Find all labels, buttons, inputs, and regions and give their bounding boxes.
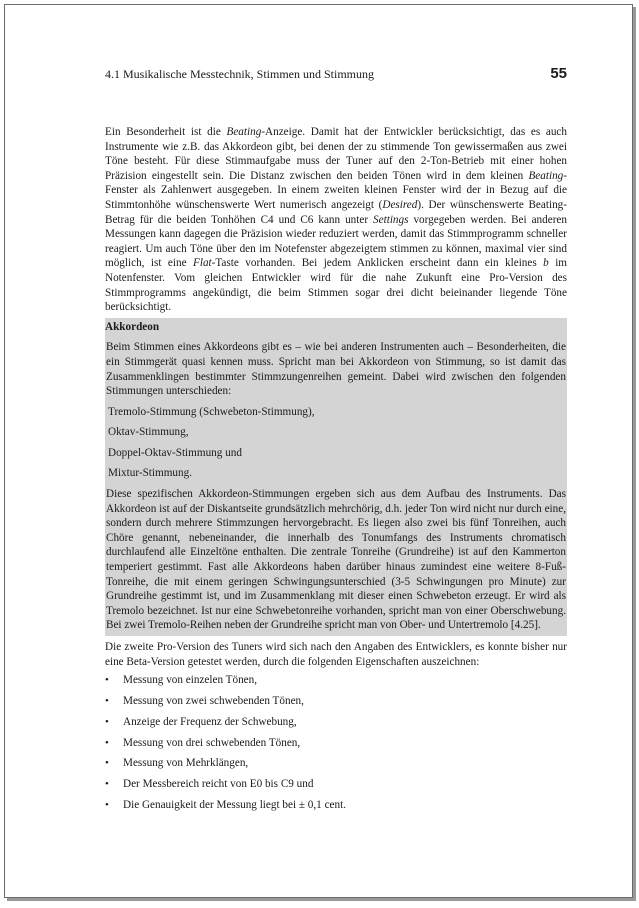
- running-header-title: 4.1 Musikalische Messtechnik, Stimmen und Stimmung: [105, 67, 374, 81]
- intro-emphasis: Beating: [226, 126, 262, 138]
- list-item-text: Der Messbereich reicht von E0 bis C9 und: [123, 778, 314, 791]
- bullet-icon: •: [105, 778, 109, 791]
- bullet-icon: •: [105, 715, 109, 728]
- bullet-icon: •: [105, 757, 109, 770]
- page-content: [105, 125, 567, 819]
- page-header: [105, 65, 567, 82]
- page-number: 55: [550, 65, 567, 82]
- intro-emphasis: Beating: [528, 169, 564, 182]
- intro-text: ). Der wünschenswerte Beating-Betrag für die beiden Tonhöhen C4 und C6 kann unter: [105, 198, 567, 226]
- list-item: [105, 673, 567, 688]
- list-item-text: Die Genauigkeit der Messung liegt bei ± 0,1 cent.: [123, 798, 346, 811]
- feature-bullet-list: [105, 673, 567, 812]
- intro-emphasis: Settings: [373, 213, 409, 226]
- info-box-title: Akkordeon: [105, 320, 160, 333]
- list-item-text: Messung von zwei schwebenden Tönen,: [123, 694, 304, 707]
- intro-text: Ein Besonderheit ist die: [105, 126, 227, 138]
- list-item: Doppel-Oktav-Stimmung und: [108, 446, 242, 459]
- bullet-icon: •: [105, 798, 109, 811]
- list-item: [105, 736, 567, 751]
- list-item: [105, 715, 567, 730]
- intro-text: vorgegeben werden. Bei anderen Messungen kann dagegen die Präzision wieder reduziert werden, damit das Stimmprogramm schneller reagiert. Um auch Töne über den im Notefenster abgezeigtem stimmen zu können, maximal vier sind möglich, ist eine: [105, 213, 567, 270]
- info-box-paragraph: Diese spezifischen Akkordeon-Stimmungen ergeben sich aus dem Aufbau des Instruments. Das Akkordeon ist auf der Diskantseite grundsätzlich mehrchörig, d.h. jeder Ton wird nicht nur durch eine, sondern durch mehrere Stimmzungen hervorgebracht. Es liegen also zwei bis fünf Tonreihen, auch Chöre genannt, nebeneinander, die innerhalb des Tonumfangs des Instruments chromatisch durchlaufend alle Einzeltöne enthalten. Die zentrale Tonreihe (Grundreihe) ist auf den Kammerton temperiert gestimmt. Fast alle Akkordeons haben darüber hinaus zumindest eine weitere 8-Fuß-Tonreihe, die mit einem geringen Schwingungsunterschied (3-5 Schwingungen pro Minute) zur Grundreihe gestimmt ist, und im Zusammenklang mit dieser einen Schwebeton erzeugt. Er wird als Tremolo bezeichnet. Ist nur eine Schwebetonreihe vorhanden, spricht man von einer Oberschwebung. Bei zwei Tremolo-Reihen neben der Grundreihe spricht man von Ober- und Untertremolo [4.25].: [106, 488, 566, 632]
- intro-emphasis: b: [543, 257, 549, 270]
- list-item: Oktav-Stimmung,: [108, 426, 189, 439]
- list-item: [105, 798, 567, 813]
- bullet-icon: •: [105, 694, 109, 707]
- bullet-icon: •: [105, 674, 109, 687]
- list-item: Tremolo-Stimmung (Schwebeton-Stimmung),: [108, 405, 315, 418]
- intro-emphasis: Flat: [193, 257, 212, 270]
- list-item: [105, 777, 567, 792]
- intro-text: -Anzeige. Damit hat der Entwickler berücksichtigt, das es auch Instrumente wie z.B. das Akkordeon gibt, bei denen der zu stimmende Ton gewissermaßen aus zwei Töne besteht. Für diese Stimmaufgabe muss der Tuner auf den 2-Ton-Betrieb mit einer hohen Präzision eingestellt sein. Die Distanz zwischen den beiden Tönen wird in dem kleinen: [105, 126, 567, 182]
- outro-paragraph: Die zweite Pro-Version des Tuners wird sich nach den Angaben des Entwicklers, es konnte bisher nur eine Beta-Version getestet werden, durch die folgenden Eigenschaften auszeichnen:: [105, 641, 567, 668]
- document-page: [4, 4, 633, 898]
- intro-paragraph: [105, 125, 567, 315]
- list-item-text: Messung von drei schwebenden Tönen,: [123, 736, 301, 749]
- info-box-paragraph: Beim Stimmen eines Akkordeons gibt es – wie bei anderen Instrumenten auch – Besonderheiten, die ein Stimmgerät quasi kennen muss. Spricht man bei Akkordeon von Stimmung, so ist damit das Zusammenklingen bestimmter Stimmzungenreihen gemeint. Dabei wird zwischen den folgenden Stimmungen unterschieden:: [106, 341, 566, 398]
- bullet-icon: •: [105, 736, 109, 749]
- tuning-types-list: [105, 405, 567, 481]
- intro-text: -Fenster als Zahlenwert ausgegeben. In einem zweiten kleinen Fenster wird der in Bezug auf die Stimmtonhöhe wünschenswerte Wert numerisch angezeigt (: [105, 169, 567, 211]
- intro-text: im Notenfenster. Vom gleichen Entwickler wird für die nahe Zukunft eine Pro-Version des Stimmprogramms angekündigt, die beim Stimmen sogar drei dicht beieinander liegende Töne berücksichtigt.: [105, 257, 568, 314]
- list-item-text: Messung von einzelen Tönen,: [123, 674, 258, 687]
- list-item-text: Anzeige der Frequenz der Schwebung,: [123, 715, 297, 728]
- intro-emphasis: Desired: [382, 198, 418, 211]
- list-item: [105, 694, 567, 709]
- akkordeon-info-box: [105, 318, 567, 636]
- list-item-text: Messung von Mehrklängen,: [123, 757, 249, 770]
- intro-text: -Taste vorhanden. Bei jedem Anklicken erscheint dann ein kleines: [211, 257, 544, 270]
- list-item: [105, 756, 567, 771]
- list-item: Mixtur-Stimmung.: [108, 467, 192, 480]
